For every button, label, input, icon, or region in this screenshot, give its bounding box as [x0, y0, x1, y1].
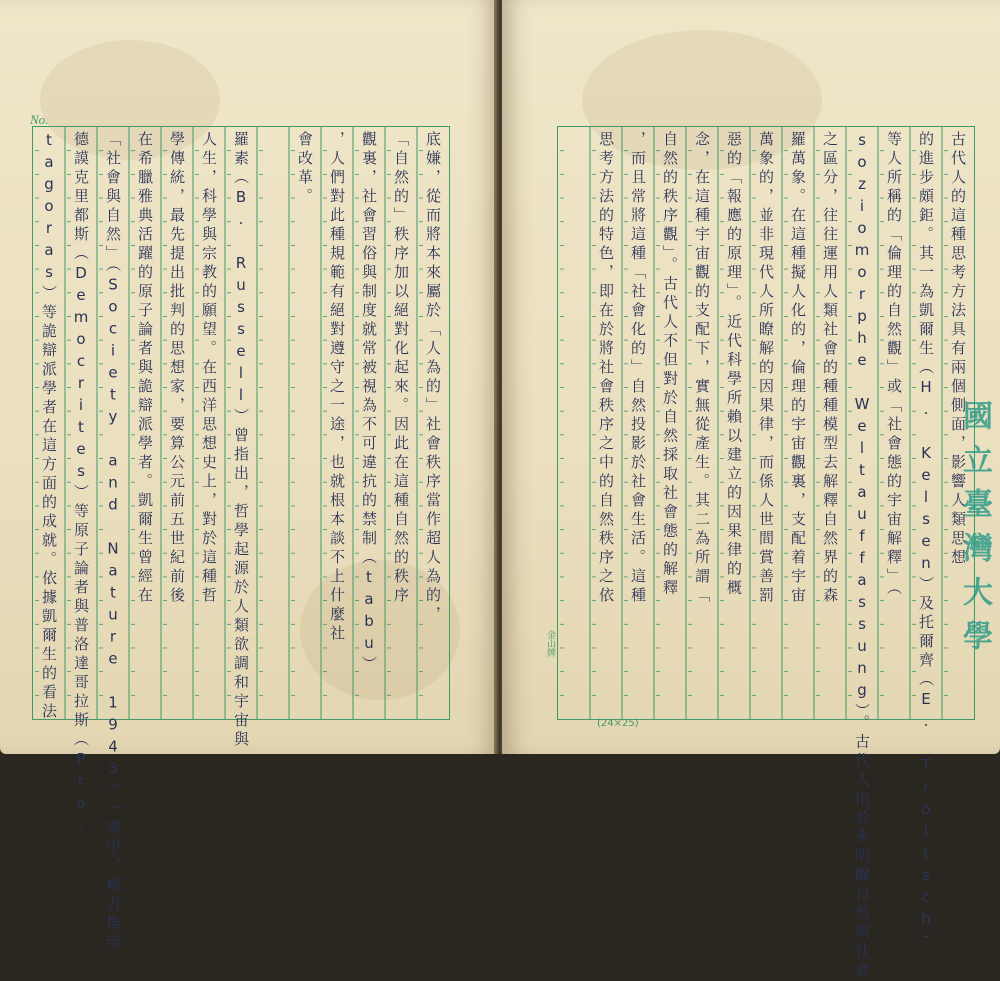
- text-column: 惡的「報應的原理」。近代科學所賴以建立的因果律的概: [725, 131, 743, 599]
- text-column: 的進步頗鉅。其一為凱爾生（H. Kelsen）及托爾齊（E. Troltsch）: [917, 131, 935, 951]
- text-column: 古代人的這種思考方法具有兩個側面，影響人類思想: [949, 131, 967, 568]
- text-column: 底嫌，從而將本來屬於「人為的」社會秩序當作超人為的，: [424, 131, 442, 625]
- text-column: ，人們對此種規範有絕對遵守之一途，也就根本談不上什麼社: [328, 131, 346, 644]
- text-column: 學傳統，最先提出批判的思想家，要算公元前五世紀前後: [168, 131, 186, 606]
- text-column: 之區分，往往運用人類社會的種種模型去解釋自然界的森: [821, 131, 839, 606]
- text-column: 觀裏，社會習俗與制度就常被視為不可違抗的禁制（tabu）: [360, 131, 378, 675]
- text-column: ，而且常將這種「社會化的」自然投影於社會生活。這種: [629, 131, 647, 606]
- text-column: 萬象的，並非現代人所瞭解的因果律，而係人世間賞善罰: [757, 131, 775, 606]
- text-column: 會改革。: [296, 131, 314, 207]
- university-stamp: 國立臺灣大學: [957, 400, 992, 664]
- text-column: soziomorphe Weltauffassung）。古代人由於未明瞭自然與社會: [853, 131, 871, 981]
- text-column: 人生，科學與宗教的願望。在西洋思想史上，對於這種哲: [200, 131, 218, 606]
- printer-mark: 金山牌: [545, 630, 555, 657]
- text-column: 羅素（B. Russell）曾指出，哲學起源於人類欲調和宇宙與: [232, 131, 250, 750]
- left-page: [0, 0, 498, 953]
- text-column: tagoras）等詭辯派學者在這方面的成就。依據凱爾生的看法: [40, 131, 58, 722]
- text-column: 等人所稱的「倫理的自然觀」或「社會態的宇宙解釋」（: [885, 131, 903, 599]
- text-column: 念，在這種宇宙觀的支配下，實無從產生。其二為所謂「: [693, 131, 711, 606]
- text-column: 「社會與自然」（Society and Nature 1943）一書中，極力推崇: [104, 131, 122, 953]
- right-page: [502, 0, 1000, 981]
- text-column: 思考方法的特色，即在於將社會秩序之中的自然秩序之依: [597, 131, 615, 606]
- text-column: 羅萬象。在這種擬人化的，倫理的宇宙觀裏，支配着宇宙: [789, 131, 807, 606]
- manuscript-grid-left: [32, 126, 450, 953]
- grid-size-label: (24×25): [597, 718, 639, 729]
- text-column: 德謨克里都斯（Democrites）等原子論者與普洛達哥拉斯（Pro-: [72, 131, 90, 838]
- text-column: 「自然的」秩序加以絕對化起來。因此在這種自然的秩序: [392, 131, 410, 606]
- text-column: 自然的秩序觀」。古代人不但對於自然採取社會態的解釋: [661, 131, 679, 599]
- text-column: 在希臘雅典活躍的原子論者與詭辯派學者。凱爾生曾經在: [136, 131, 154, 606]
- page-number-label: No.: [30, 112, 49, 127]
